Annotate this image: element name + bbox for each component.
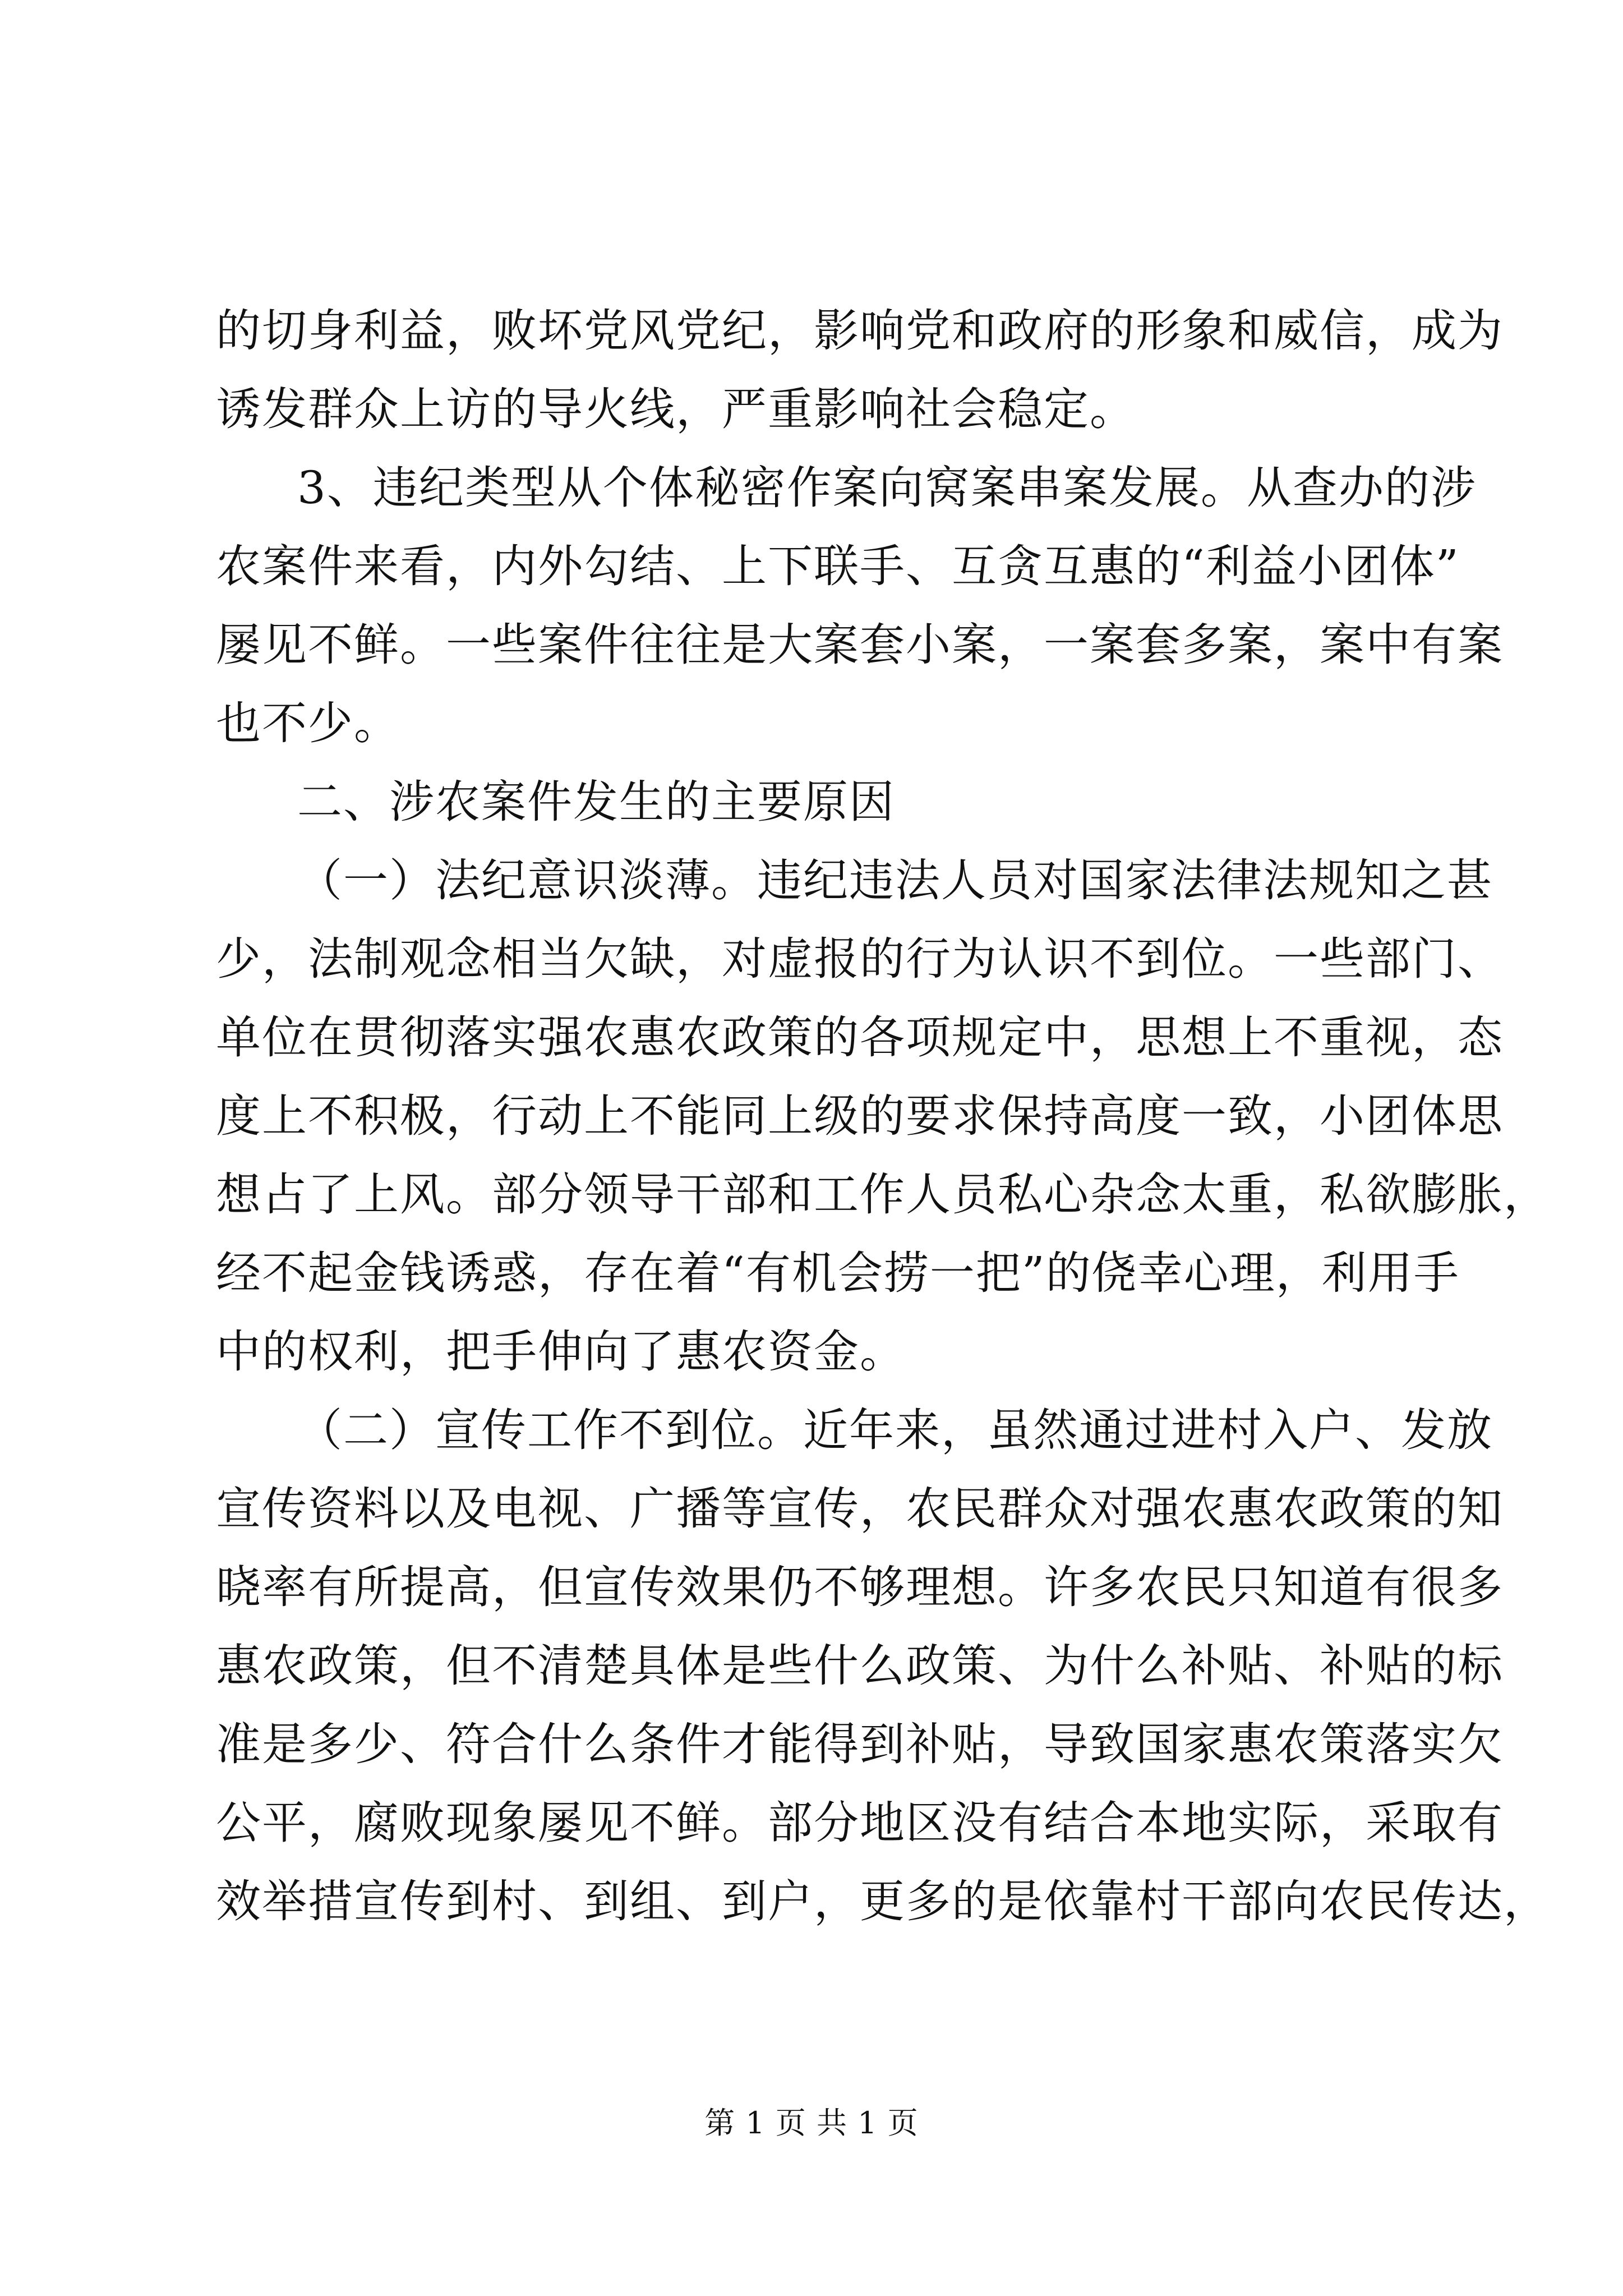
text-line: 想占了上风。部分领导干部和工作人员私心杂念太重，私欲膨胀， xyxy=(216,1168,1550,1221)
text-line: 度上不积极，行动上不能同上级的要求保持高度一致，小团体思 xyxy=(216,1090,1504,1142)
text-line: 也不少。 xyxy=(216,697,400,749)
text-line: 公平，腐败现象屡见不鲜。部分地区没有结合本地实际，采取有 xyxy=(216,1797,1504,1849)
text-line: 经不起金钱诱惑，存在着“有机会捞一把”的侥幸心理，利用手 xyxy=(216,1247,1460,1299)
text-line: 的切身利益，败坏党风党纪，影响党和政府的形象和威信，成为 xyxy=(216,305,1504,357)
text-line: 农案件来看，内外勾结、上下联手、互贪互惠的“利益小团体” xyxy=(216,540,1460,592)
text-line: 少，法制观念相当欠缺，对虚报的行为认识不到位。一些部门、 xyxy=(216,933,1504,985)
text-line: 准是多少、符合什么条件才能得到补贴，导致国家惠农策落实欠 xyxy=(216,1718,1504,1770)
text-line: 宣传资料以及电视、广播等宣传，农民群众对强农惠农政策的知 xyxy=(216,1483,1504,1535)
section-heading: 二、涉农案件发生的主要原因 xyxy=(297,776,895,828)
text-line: 效举措宣传到村、到组、到户，更多的是依靠村干部向农民传达， xyxy=(216,1875,1550,1927)
text-line: 屡见不鲜。一些案件往往是大案套小案，一案套多案，案中有案 xyxy=(216,619,1504,671)
text-line: （一）法纪意识淡薄。违纪违法人员对国家法律法规知之甚 xyxy=(297,854,1493,907)
page-footer: 第 1 页 共 1 页 xyxy=(704,2105,919,2141)
text-line: 晓率有所提高，但宣传效果仍不够理想。许多农民只知道有很多 xyxy=(216,1561,1504,1613)
text-line: （二）宣传工作不到位。近年来，虽然通过进村入户、发放 xyxy=(297,1404,1493,1456)
text-line: 惠农政策，但不清楚具体是些什么政策、为什么补贴、补贴的标 xyxy=(216,1640,1504,1692)
text-line: 中的权利，把手伸向了惠农资金。 xyxy=(216,1326,906,1378)
text-line: 3、违纪类型从个体秘密作案向窝案串案发展。从查办的涉 xyxy=(297,462,1477,514)
text-line: 单位在贯彻落实强农惠农政策的各项规定中，思想上不重视，态 xyxy=(216,1011,1504,1064)
text-line: 诱发群众上访的导火线，严重影响社会稳定。 xyxy=(216,383,1136,435)
